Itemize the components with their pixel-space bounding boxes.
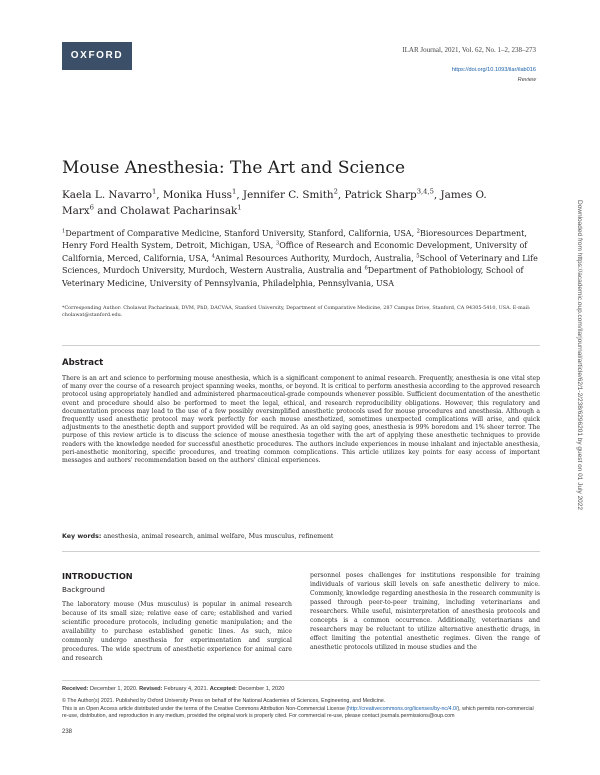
correspondence-note: *Corresponding Author: Cholawat Pacharinsak, DVM, PhD, DACVAA, Stanford University, Department of Comparative Medicine, 287 Campus Drive, Stanford, CA 94305-5410, USA. E-mail: cholawat@stanford.edu. [62, 305, 531, 318]
download-watermark [575, 200, 583, 580]
author-separator: , [236, 189, 243, 201]
affiliation-number: 2 [416, 228, 420, 235]
author-separator: , [156, 189, 163, 201]
affiliation-text: Animal Resources Authority, Murdoch, Australia, [214, 253, 417, 263]
affiliation-text: Office of Research and Economic Development, University of California, Merced, California, USA, [62, 241, 528, 263]
body-column-right: personnel poses challenges for institutions responsible for training individuals of various skill levels on safe anesthetic delivery to mice. Commonly, knowledge regarding anesthesia in the research community is passed through peer-to-peer training, including veterinarians and researchers. While useful, misinterpretation of anesthesia protocols and concepts is a common occurrence. Additionally, veterinarians and researchers may be reluctant to utilize alternative anesthetic drugs, in effect limiting the potential anesthetic regimes. Given the range of anesthetic protocols utilized in mouse studies and the [310, 572, 540, 651]
keywords-text: anesthesia, animal research, animal welfare, Mus musculus, refinement [103, 533, 334, 540]
affiliation-number: 6 [364, 265, 368, 272]
license-link[interactable]: http://creativecommons.org/licenses/by-nc/4.0/ [348, 705, 458, 712]
affiliation-number: 4 [211, 253, 215, 260]
author-name: Jennifer C. Smith [242, 189, 334, 201]
author-separator: and [93, 204, 121, 217]
background-subheading: Background [62, 585, 105, 594]
affiliation-text: School of Veterinary and Life Sciences, Murdoch University, Murdoch, Western Australia, Australia and [62, 253, 538, 276]
author-affiliation-mark: 6 [89, 203, 94, 212]
introduction-heading: INTRODUCTION [62, 571, 133, 581]
author-affiliation-mark: 1 [232, 187, 237, 196]
abstract-text: There is an art and science to performing mouse anesthesia, which is a significant component to animal research. Frequently, anesthesia is one vital step of many over the course of a research project spanning weeks, months, or beyond. It is critical to perform anesthesia according to the approved research protocol using appropriately handled and administered pharmaceutical-grade compounds whenever possible. Sufficient documentation of the anesthetic event and procedure should also be performed to meet the legal, ethical, and research reproducibility obligations. However, this regulatory and documentation process may lead to the use of a few possibly oversimplified anesthetic protocols used for mouse procedures and anesthesia. Although a frequently used anesthetic protocol may work perfectly for each mouse anesthetized, sometimes unexpected complications will arise, and quick adjustments to the anesthetic depth and support provided will be required. As an old saying goes, anesthesia is 99% boredom and 1% sheer terror. The purpose of this review article is to discuss the science of mouse anesthesia together with the art of applying these anesthetic techniques to provide readers with the knowledge needed for successful anesthetic procedures. The authors include experiences in mouse inhalant and injectable anesthesia, peri-anesthetic monitoring, specific procedures, and treating common complications. This article utilizes key points for easy access of important messages and authors' recommendation based on the authors' clinical experiences. [62, 375, 540, 465]
author-name: Cholawat Pacharinsak [120, 204, 238, 217]
license-line [62, 706, 540, 721]
revised-label: Revised: [139, 686, 163, 692]
abstract-heading: Abstract [62, 358, 104, 368]
accepted-date: December 1, 2020 [238, 686, 285, 692]
keywords-label: Key words: [62, 533, 102, 540]
affiliation-text: Bioresources Department, Henry Ford Health System, Detroit, Michigan, USA, [62, 229, 527, 251]
author-list [62, 188, 502, 219]
logo-text: OXFORD [70, 50, 124, 61]
article-type: Review [517, 77, 536, 83]
divider [62, 345, 540, 346]
article-title: Mouse Anesthesia: The Art and Science [62, 158, 406, 178]
author-affiliation-mark: 3,4,5 [416, 187, 434, 196]
affiliation-text: Department of Pathobiology, School of Veterinary Medicine, University of Pennsylvania, Philadelphia, Pennsylvania, USA [62, 266, 524, 288]
author-separator: , [337, 189, 345, 201]
author-name: James O. Marx [62, 189, 487, 217]
copyright-line: © The Author(s) 2021. Published by Oxford University Press on behalf of the National Academies of Sciences, Engineering, and Medicine. [62, 698, 386, 704]
body-column-left: The laboratory mouse (Mus musculus) is popular in animal research because of its small size; relative ease of care; established and varied scientific procedure protocols, including genetic manipulation; and the availability to purchase established genetic lines. As such, mice commonly undergo anesthesia for experimentation and surgical procedures. The wide spectrum of anesthetic experience for animal care and research [62, 601, 292, 662]
copyright-notice [62, 698, 540, 721]
affiliation-number: 3 [275, 240, 280, 247]
divider [62, 680, 540, 681]
journal-citation: ILAR Journal, 2021, Vol. 62, No. 1–2, 238–273 [402, 46, 536, 54]
affiliation-number: 1 [62, 228, 66, 235]
author-affiliation-mark: 1 [151, 187, 157, 196]
author-name: Monika Huss [162, 189, 233, 201]
revised-date: February 4, 2021. [164, 686, 209, 692]
author-affiliation-mark: 2 [333, 187, 338, 196]
article-dates [62, 686, 284, 692]
affiliation-number: 5 [416, 253, 420, 260]
divider [62, 551, 540, 552]
license-text-b: ), which permits non-commercial re-use, distribution, and reproduction in any medium, provided the original work is properly cited. For commercial re-use, please contact journals.permissions@oup.com [62, 705, 534, 720]
author-name: Patrick Sharp [344, 189, 417, 201]
accepted-label: Accepted: [209, 686, 237, 692]
license-text-a: This is an Open Access article distributed under the terms of the Creative Commons Attribution Non-Commercial License ( [62, 705, 349, 712]
received-date: December 1, 2020. [90, 686, 138, 692]
author-affiliation-mark: 1 [237, 203, 242, 212]
oxford-logo [62, 42, 132, 70]
received-label: Received: [62, 686, 89, 692]
affiliation-text: Department of Comparative Medicine, Stanford University, Stanford, California, USA, [65, 229, 417, 238]
keywords [62, 533, 540, 540]
author-name: Kaela L. Navarro [62, 189, 152, 201]
author-separator: , [433, 189, 441, 201]
affiliation-list [62, 228, 542, 290]
page-number: 238 [62, 729, 73, 735]
download-note: Downloaded from https://academic.oup.com/ilarjournal/article/62/1-2/238/6296201 by guest on 01 July 2022 [576, 200, 583, 511]
doi-link[interactable]: https://doi.org/10.1093/ilar/ilab016 [451, 67, 536, 73]
